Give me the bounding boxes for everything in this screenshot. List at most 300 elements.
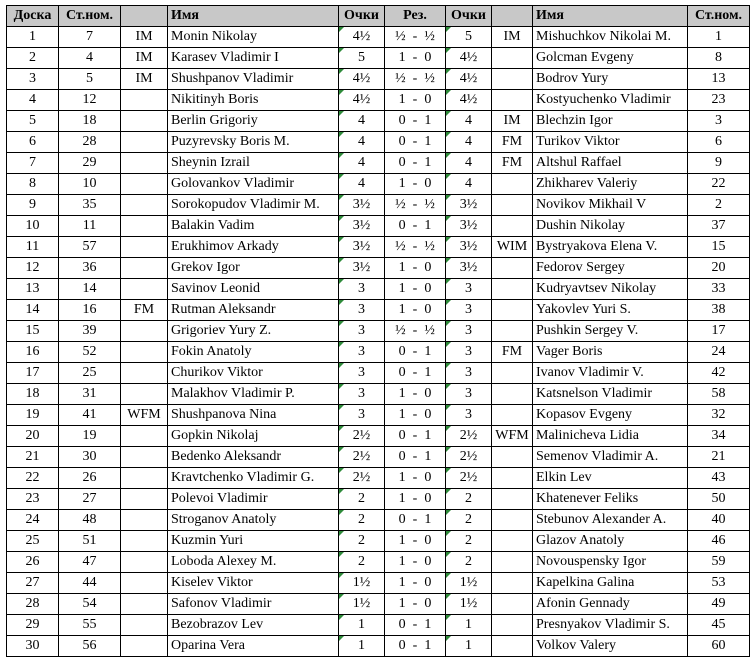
- title-right-cell: [492, 69, 533, 90]
- player-name-right-cell: Katsnelson Vladimir: [533, 384, 688, 405]
- player-name-left-cell: Bedenko Aleksandr: [168, 447, 339, 468]
- points-right-cell: 3½: [446, 258, 492, 279]
- player-name-left-cell: Oparina Vera: [168, 636, 339, 657]
- points-right-cell: 5: [446, 27, 492, 48]
- player-name-left-cell: Grekov Igor: [168, 258, 339, 279]
- player-name-right-cell: Kopasov Evgeny: [533, 405, 688, 426]
- result-cell: 0 - 1: [385, 216, 446, 237]
- title-right-cell: [492, 636, 533, 657]
- points-right-cell: 1: [446, 636, 492, 657]
- start-number-left-cell: 35: [59, 195, 121, 216]
- result-cell: 1 - 0: [385, 552, 446, 573]
- board-number-cell: 11: [7, 237, 59, 258]
- title-right-cell: [492, 489, 533, 510]
- player-name-left-cell: Sheynin Izrail: [168, 153, 339, 174]
- player-name-left-cell: Berlin Grigoriy: [168, 111, 339, 132]
- points-left-cell: 4: [339, 174, 385, 195]
- title-right-cell: [492, 48, 533, 69]
- board-number-cell: 10: [7, 216, 59, 237]
- points-right-cell: 3: [446, 384, 492, 405]
- player-name-right-cell: Bodrov Yury: [533, 69, 688, 90]
- points-right-cell: 4½: [446, 69, 492, 90]
- board-number-cell: 16: [7, 342, 59, 363]
- points-left-cell: 3½: [339, 216, 385, 237]
- start-number-left-cell: 12: [59, 90, 121, 111]
- col-header-result: Рез.: [385, 6, 446, 27]
- board-number-cell: 12: [7, 258, 59, 279]
- board-number-cell: 22: [7, 468, 59, 489]
- points-left-cell: 4: [339, 153, 385, 174]
- table-row: [7, 300, 750, 321]
- start-number-left-cell: 47: [59, 552, 121, 573]
- player-name-right-cell: Stebunov Alexander A.: [533, 510, 688, 531]
- player-name-left-cell: Erukhimov Arkady: [168, 237, 339, 258]
- title-right-cell: IM: [492, 111, 533, 132]
- player-name-left-cell: Savinov Leonid: [168, 279, 339, 300]
- player-name-left-cell: Gopkin Nikolaj: [168, 426, 339, 447]
- title-left-cell: [121, 510, 168, 531]
- start-number-right-cell: 49: [688, 594, 750, 615]
- title-right-cell: [492, 300, 533, 321]
- board-number-cell: 28: [7, 594, 59, 615]
- points-left-cell: 3: [339, 279, 385, 300]
- board-number-cell: 6: [7, 132, 59, 153]
- player-name-left-cell: Churikov Viktor: [168, 363, 339, 384]
- title-left-cell: [121, 321, 168, 342]
- start-number-left-cell: 36: [59, 258, 121, 279]
- title-left-cell: [121, 342, 168, 363]
- start-number-right-cell: 24: [688, 342, 750, 363]
- title-right-cell: [492, 405, 533, 426]
- start-number-right-cell: 17: [688, 321, 750, 342]
- points-left-cell: 3: [339, 363, 385, 384]
- table-row: [7, 636, 750, 657]
- board-number-cell: 7: [7, 153, 59, 174]
- title-left-cell: [121, 615, 168, 636]
- title-left-cell: IM: [121, 48, 168, 69]
- points-right-cell: 4: [446, 132, 492, 153]
- start-number-right-cell: 2: [688, 195, 750, 216]
- table-row: [7, 363, 750, 384]
- start-number-right-cell: 23: [688, 90, 750, 111]
- board-number-cell: 29: [7, 615, 59, 636]
- board-number-cell: 1: [7, 27, 59, 48]
- board-number-cell: 8: [7, 174, 59, 195]
- start-number-left-cell: 16: [59, 300, 121, 321]
- table-row: [7, 216, 750, 237]
- start-number-left-cell: 51: [59, 531, 121, 552]
- player-name-left-cell: Shushpanova Nina: [168, 405, 339, 426]
- board-number-cell: 21: [7, 447, 59, 468]
- points-right-cell: 2: [446, 552, 492, 573]
- player-name-left-cell: Grigoriev Yury Z.: [168, 321, 339, 342]
- start-number-right-cell: 42: [688, 363, 750, 384]
- title-right-cell: [492, 510, 533, 531]
- board-number-cell: 18: [7, 384, 59, 405]
- start-number-right-cell: 60: [688, 636, 750, 657]
- board-number-cell: 15: [7, 321, 59, 342]
- board-number-cell: 23: [7, 489, 59, 510]
- start-number-left-cell: 14: [59, 279, 121, 300]
- result-cell: 1 - 0: [385, 90, 446, 111]
- result-cell: 0 - 1: [385, 426, 446, 447]
- result-cell: ½ - ½: [385, 69, 446, 90]
- start-number-left-cell: 39: [59, 321, 121, 342]
- result-cell: 0 - 1: [385, 342, 446, 363]
- result-cell: 0 - 1: [385, 111, 446, 132]
- start-number-left-cell: 18: [59, 111, 121, 132]
- points-right-cell: 3: [446, 300, 492, 321]
- col-header-name-left: Имя: [168, 6, 339, 27]
- result-cell: 0 - 1: [385, 153, 446, 174]
- points-left-cell: 1: [339, 636, 385, 657]
- start-number-right-cell: 34: [688, 426, 750, 447]
- col-header-name-right: Имя: [533, 6, 688, 27]
- player-name-right-cell: Novikov Mikhail V: [533, 195, 688, 216]
- player-name-right-cell: Altshul Raffael: [533, 153, 688, 174]
- points-right-cell: 2: [446, 489, 492, 510]
- title-left-cell: [121, 468, 168, 489]
- player-name-left-cell: Kuzmin Yuri: [168, 531, 339, 552]
- table-row: [7, 489, 750, 510]
- player-name-right-cell: Khatenever Feliks: [533, 489, 688, 510]
- table-row: [7, 69, 750, 90]
- points-right-cell: 3½: [446, 195, 492, 216]
- points-right-cell: 3½: [446, 237, 492, 258]
- result-cell: 1 - 0: [385, 48, 446, 69]
- points-left-cell: 2½: [339, 468, 385, 489]
- table-row: [7, 531, 750, 552]
- table-row: [7, 405, 750, 426]
- points-left-cell: 1: [339, 615, 385, 636]
- title-left-cell: [121, 363, 168, 384]
- result-cell: 1 - 0: [385, 384, 446, 405]
- title-left-cell: FM: [121, 300, 168, 321]
- title-left-cell: [121, 216, 168, 237]
- board-number-cell: 9: [7, 195, 59, 216]
- table-row: [7, 510, 750, 531]
- start-number-left-cell: 41: [59, 405, 121, 426]
- start-number-right-cell: 20: [688, 258, 750, 279]
- title-right-cell: [492, 531, 533, 552]
- points-left-cell: 4½: [339, 69, 385, 90]
- result-cell: 0 - 1: [385, 447, 446, 468]
- start-number-right-cell: 6: [688, 132, 750, 153]
- points-right-cell: 1½: [446, 594, 492, 615]
- title-right-cell: [492, 615, 533, 636]
- table-row: [7, 153, 750, 174]
- player-name-left-cell: Puzyrevsky Boris M.: [168, 132, 339, 153]
- points-right-cell: 2: [446, 531, 492, 552]
- start-number-right-cell: 22: [688, 174, 750, 195]
- points-left-cell: 2½: [339, 426, 385, 447]
- result-cell: ½ - ½: [385, 237, 446, 258]
- start-number-right-cell: 21: [688, 447, 750, 468]
- points-right-cell: 2½: [446, 468, 492, 489]
- points-right-cell: 2: [446, 510, 492, 531]
- player-name-left-cell: Balakin Vadim: [168, 216, 339, 237]
- points-right-cell: 3: [446, 363, 492, 384]
- player-name-left-cell: Monin Nikolay: [168, 27, 339, 48]
- player-name-left-cell: Fokin Anatoly: [168, 342, 339, 363]
- player-name-right-cell: Blechzin Igor: [533, 111, 688, 132]
- points-left-cell: 3: [339, 300, 385, 321]
- points-left-cell: 4½: [339, 27, 385, 48]
- player-name-left-cell: Sorokopudov Vladimir M.: [168, 195, 339, 216]
- title-left-cell: IM: [121, 27, 168, 48]
- points-left-cell: 1½: [339, 573, 385, 594]
- player-name-left-cell: Rutman Aleksandr: [168, 300, 339, 321]
- points-left-cell: 2: [339, 489, 385, 510]
- points-right-cell: 4: [446, 174, 492, 195]
- start-number-right-cell: 40: [688, 510, 750, 531]
- points-right-cell: 4: [446, 111, 492, 132]
- start-number-left-cell: 28: [59, 132, 121, 153]
- pairings-table: [6, 5, 750, 657]
- player-name-right-cell: Fedorov Sergey: [533, 258, 688, 279]
- board-number-cell: 25: [7, 531, 59, 552]
- start-number-left-cell: 29: [59, 153, 121, 174]
- player-name-left-cell: Kravtchenko Vladimir G.: [168, 468, 339, 489]
- title-right-cell: [492, 174, 533, 195]
- points-right-cell: 3: [446, 279, 492, 300]
- title-left-cell: [121, 531, 168, 552]
- board-number-cell: 14: [7, 300, 59, 321]
- table-row: [7, 615, 750, 636]
- board-number-cell: 13: [7, 279, 59, 300]
- start-number-right-cell: 43: [688, 468, 750, 489]
- start-number-right-cell: 1: [688, 27, 750, 48]
- player-name-left-cell: Bezobrazov Lev: [168, 615, 339, 636]
- table-row: [7, 258, 750, 279]
- title-right-cell: [492, 384, 533, 405]
- title-right-cell: [492, 594, 533, 615]
- result-cell: 1 - 0: [385, 405, 446, 426]
- start-number-right-cell: 45: [688, 615, 750, 636]
- title-left-cell: [121, 447, 168, 468]
- result-cell: 1 - 0: [385, 174, 446, 195]
- board-number-cell: 4: [7, 90, 59, 111]
- player-name-right-cell: Zhikharev Valeriy: [533, 174, 688, 195]
- title-right-cell: [492, 363, 533, 384]
- points-right-cell: 1½: [446, 573, 492, 594]
- start-number-left-cell: 27: [59, 489, 121, 510]
- board-number-cell: 20: [7, 426, 59, 447]
- player-name-right-cell: Semenov Vladimir A.: [533, 447, 688, 468]
- result-cell: ½ - ½: [385, 27, 446, 48]
- board-number-cell: 5: [7, 111, 59, 132]
- player-name-left-cell: Polevoi Vladimir: [168, 489, 339, 510]
- result-cell: 0 - 1: [385, 363, 446, 384]
- player-name-right-cell: Presnyakov Vladimir S.: [533, 615, 688, 636]
- player-name-left-cell: Nikitinyh Boris: [168, 90, 339, 111]
- player-name-right-cell: Turikov Viktor: [533, 132, 688, 153]
- points-left-cell: 5: [339, 48, 385, 69]
- points-left-cell: 2½: [339, 447, 385, 468]
- start-number-right-cell: 59: [688, 552, 750, 573]
- start-number-right-cell: 3: [688, 111, 750, 132]
- board-number-cell: 30: [7, 636, 59, 657]
- start-number-right-cell: 13: [688, 69, 750, 90]
- table-row: [7, 132, 750, 153]
- player-name-right-cell: Kudryavtsev Nikolay: [533, 279, 688, 300]
- board-number-cell: 17: [7, 363, 59, 384]
- start-number-right-cell: 58: [688, 384, 750, 405]
- player-name-right-cell: Novouspensky Igor: [533, 552, 688, 573]
- table-row: [7, 573, 750, 594]
- points-left-cell: 2: [339, 510, 385, 531]
- start-number-right-cell: 8: [688, 48, 750, 69]
- points-left-cell: 3: [339, 321, 385, 342]
- result-cell: 1 - 0: [385, 300, 446, 321]
- start-number-left-cell: 5: [59, 69, 121, 90]
- board-number-cell: 27: [7, 573, 59, 594]
- player-name-right-cell: Kostyuchenko Vladimir: [533, 90, 688, 111]
- title-left-cell: [121, 237, 168, 258]
- result-cell: 1 - 0: [385, 489, 446, 510]
- title-left-cell: [121, 279, 168, 300]
- start-number-left-cell: 52: [59, 342, 121, 363]
- table-row: [7, 27, 750, 48]
- title-right-cell: FM: [492, 342, 533, 363]
- title-right-cell: [492, 279, 533, 300]
- result-cell: 0 - 1: [385, 615, 446, 636]
- player-name-left-cell: Malakhov Vladimir P.: [168, 384, 339, 405]
- title-left-cell: [121, 489, 168, 510]
- player-name-right-cell: Mishuchkov Nikolai M.: [533, 27, 688, 48]
- start-number-left-cell: 7: [59, 27, 121, 48]
- table-row: [7, 342, 750, 363]
- start-number-right-cell: 32: [688, 405, 750, 426]
- table-row: [7, 447, 750, 468]
- points-left-cell: 4: [339, 132, 385, 153]
- table-row: [7, 90, 750, 111]
- title-left-cell: [121, 552, 168, 573]
- points-left-cell: 4½: [339, 90, 385, 111]
- col-header-title-right: [492, 6, 533, 27]
- title-left-cell: [121, 384, 168, 405]
- player-name-left-cell: Kiselev Viktor: [168, 573, 339, 594]
- title-left-cell: [121, 426, 168, 447]
- player-name-right-cell: Glazov Anatoly: [533, 531, 688, 552]
- title-right-cell: [492, 258, 533, 279]
- title-right-cell: FM: [492, 153, 533, 174]
- table-row: [7, 468, 750, 489]
- player-name-right-cell: Dushin Nikolay: [533, 216, 688, 237]
- col-header-start-no-left: Ст.ном.: [59, 6, 121, 27]
- points-left-cell: 3½: [339, 258, 385, 279]
- points-right-cell: 4½: [446, 48, 492, 69]
- col-header-points-right: Очки: [446, 6, 492, 27]
- title-left-cell: [121, 258, 168, 279]
- start-number-left-cell: 11: [59, 216, 121, 237]
- start-number-left-cell: 4: [59, 48, 121, 69]
- start-number-right-cell: 53: [688, 573, 750, 594]
- title-left-cell: WFM: [121, 405, 168, 426]
- result-cell: ½ - ½: [385, 321, 446, 342]
- result-cell: 0 - 1: [385, 132, 446, 153]
- player-name-left-cell: Golovankov Vladimir: [168, 174, 339, 195]
- title-right-cell: [492, 321, 533, 342]
- title-right-cell: [492, 468, 533, 489]
- table-row: [7, 594, 750, 615]
- title-right-cell: WFM: [492, 426, 533, 447]
- points-left-cell: 4: [339, 111, 385, 132]
- title-left-cell: [121, 594, 168, 615]
- start-number-left-cell: 57: [59, 237, 121, 258]
- board-number-cell: 2: [7, 48, 59, 69]
- title-left-cell: [121, 132, 168, 153]
- start-number-left-cell: 10: [59, 174, 121, 195]
- table-row: [7, 111, 750, 132]
- start-number-left-cell: 31: [59, 384, 121, 405]
- start-number-right-cell: 33: [688, 279, 750, 300]
- points-right-cell: 4: [446, 153, 492, 174]
- title-left-cell: [121, 90, 168, 111]
- board-number-cell: 19: [7, 405, 59, 426]
- player-name-right-cell: Malinicheva Lidia: [533, 426, 688, 447]
- title-left-cell: [121, 573, 168, 594]
- start-number-left-cell: 44: [59, 573, 121, 594]
- title-right-cell: [492, 573, 533, 594]
- player-name-left-cell: Safonov Vladimir: [168, 594, 339, 615]
- col-header-title-left: [121, 6, 168, 27]
- points-right-cell: 2½: [446, 426, 492, 447]
- result-cell: 1 - 0: [385, 594, 446, 615]
- player-name-right-cell: Pushkin Sergey V.: [533, 321, 688, 342]
- player-name-right-cell: Ivanov Vladimir V.: [533, 363, 688, 384]
- title-left-cell: [121, 174, 168, 195]
- points-right-cell: 3: [446, 405, 492, 426]
- header-row: [7, 6, 750, 27]
- points-left-cell: 3: [339, 342, 385, 363]
- player-name-left-cell: Karasev Vladimir I: [168, 48, 339, 69]
- player-name-left-cell: Shushpanov Vladimir: [168, 69, 339, 90]
- col-header-start-no-right: Ст.ном.: [688, 6, 750, 27]
- result-cell: 1 - 0: [385, 279, 446, 300]
- result-cell: 0 - 1: [385, 510, 446, 531]
- col-header-board: Доска: [7, 6, 59, 27]
- start-number-left-cell: 25: [59, 363, 121, 384]
- player-name-right-cell: Kapelkina Galina: [533, 573, 688, 594]
- player-name-right-cell: Volkov Valery: [533, 636, 688, 657]
- points-left-cell: 3: [339, 384, 385, 405]
- player-name-right-cell: Bystryakova Elena V.: [533, 237, 688, 258]
- table-row: [7, 384, 750, 405]
- title-right-cell: [492, 552, 533, 573]
- player-name-right-cell: Afonin Gennady: [533, 594, 688, 615]
- title-right-cell: [492, 447, 533, 468]
- title-left-cell: [121, 636, 168, 657]
- points-right-cell: 4½: [446, 90, 492, 111]
- result-cell: 1 - 0: [385, 531, 446, 552]
- points-right-cell: 2½: [446, 447, 492, 468]
- col-header-points-left: Очки: [339, 6, 385, 27]
- start-number-right-cell: 15: [688, 237, 750, 258]
- player-name-right-cell: Vager Boris: [533, 342, 688, 363]
- start-number-left-cell: 55: [59, 615, 121, 636]
- start-number-left-cell: 48: [59, 510, 121, 531]
- start-number-left-cell: 19: [59, 426, 121, 447]
- points-left-cell: 1½: [339, 594, 385, 615]
- points-left-cell: 2: [339, 552, 385, 573]
- table-row: [7, 279, 750, 300]
- player-name-right-cell: Yakovlev Yuri S.: [533, 300, 688, 321]
- title-right-cell: FM: [492, 132, 533, 153]
- start-number-right-cell: 9: [688, 153, 750, 174]
- table-row: [7, 48, 750, 69]
- start-number-left-cell: 26: [59, 468, 121, 489]
